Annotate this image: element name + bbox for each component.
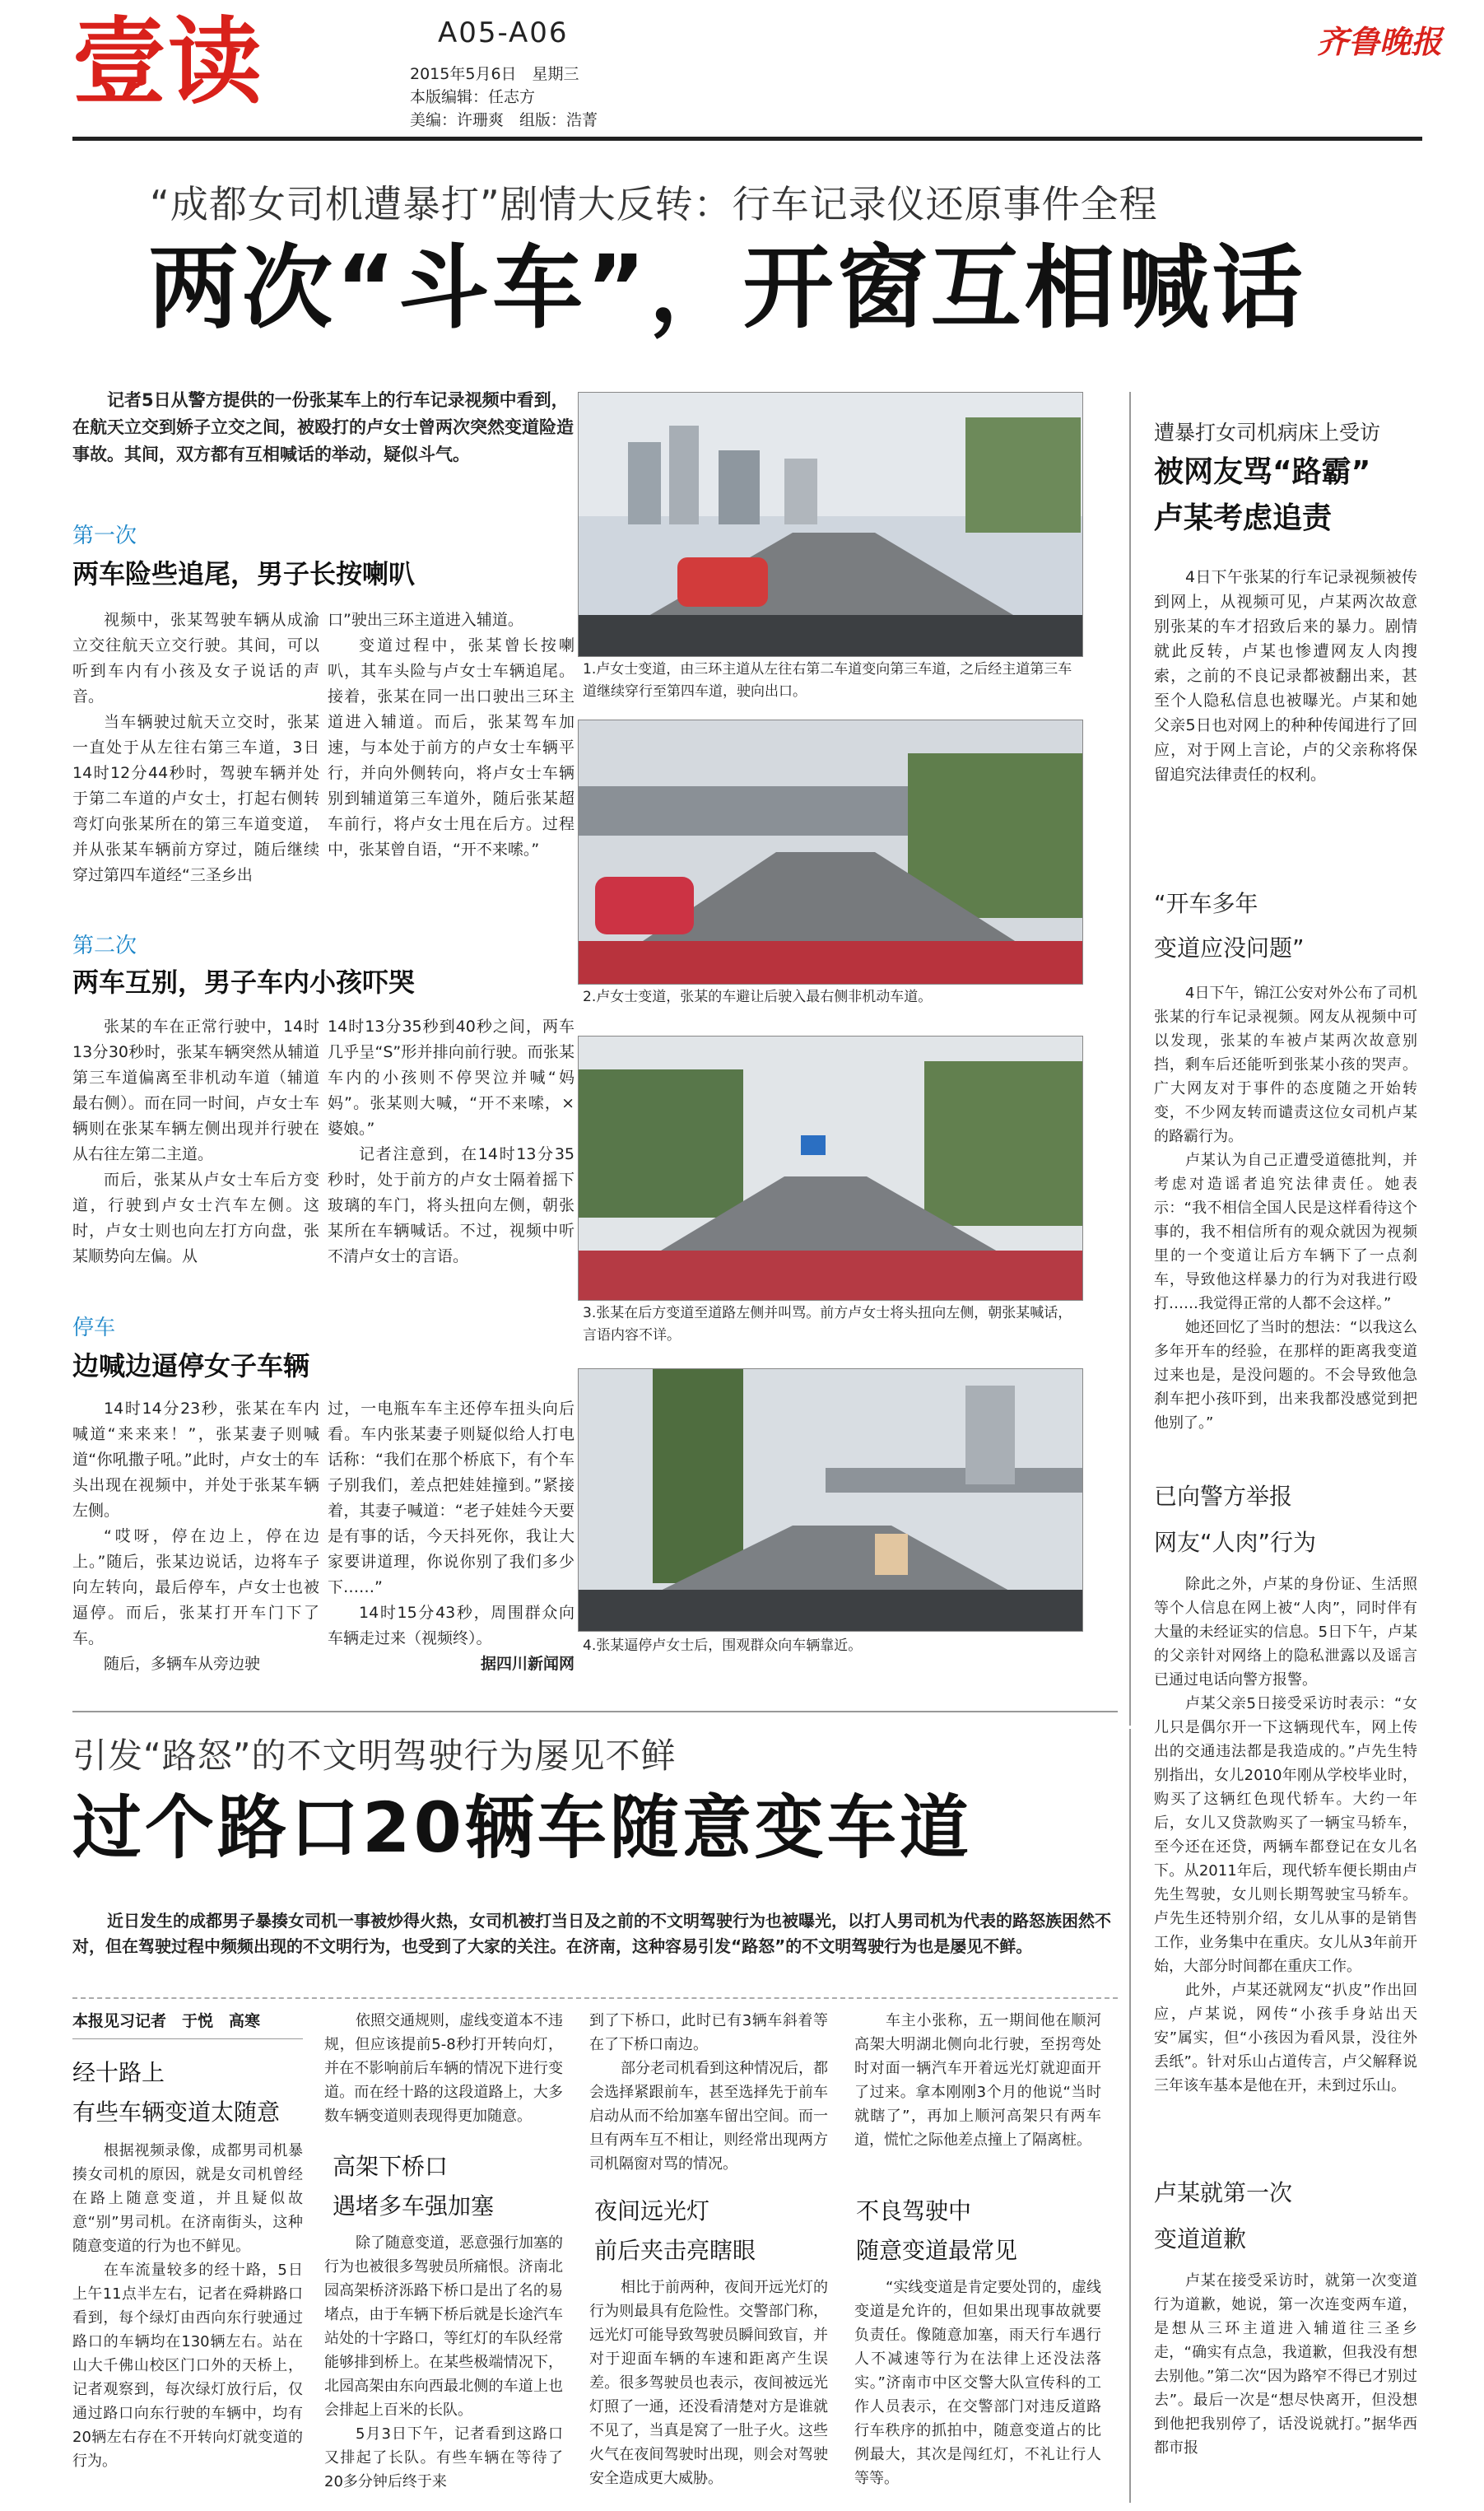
story2-col2-body1: 依照交通规则，虚线变道本不违规，但应该提前5-8秒打开转向灯，并在不影响前后车辆的情况下进行变道。而在经十路的这段道路上，大多数车辆变道则表现得更加随意。: [324, 2012, 563, 2125]
story2-col3-head1: 夜间远光灯: [594, 2197, 710, 2224]
story2-dash-rule: [72, 1997, 1118, 1999]
story2-col3-body2: 相比于前两种，夜间开远光灯的行为则最具有危险性。交警部门称，远光灯可能导致驾驶员瞬间致盲，并对于迎面车辆的车速和距离产生误差。很多驾驶员也表示，夜间被远光灯照了一通，还没看清楚对方是谁就不见了，当真是窝了一肚子火。这些火气在夜间驾驶时出现，则会对驾驶安全造成更大威胁。: [589, 2279, 828, 2487]
story2-kicker: 引发“路怒”的不文明驾驶行为屡见不鲜: [72, 1735, 677, 1776]
section-title: 壹读: [72, 7, 264, 117]
sidebar3-head1: 已向警方举报: [1154, 1483, 1293, 1510]
sidebar3-head2: 网友“人肉”行为: [1154, 1529, 1317, 1556]
sidebar2-body: 4日下午，锦江公安对外公布了司机张某的行车记录视频。网友从视频中可以发现，张某的车被卢某两次故意别挡，剩车后还能听到张某小孩的哭声。广大网友对于事件的态度随之开始转变，不少网友转而谴责这位女司机卢某的路霸行为。 卢某认为自己正遭受道德批判，并考虑对造谣者追究法律责任。她表示：“我不相信全国人民是这样看待这个事的，我不相信所有的观众就因为视频里的一个变道让后方车辆下了一点刹车，导致他这样暴力的行为对我进行殴打……我觉得正常的人都不会这样。” 她还回忆了当时的想法：“以我这么多年开车的经验，在那样的距离我变道过来也是，是没问题的。不会导致他急刹车把小孩吓到，出来我都没感觉到把他别了。”: [1154, 985, 1417, 1432]
story2-col2-body2: 除了随意变道，恶意强行加塞的行为也被很多驾驶员所痛恨。济南北园高架桥济泺路下桥口是出了名的易堵点，由于车辆下桥后就是长途汽车站处的十字路口，等红灯的车队经常能够排到桥上。在某些极端情况下，北园高架由东向西最北侧的车道上也会排起上百米的长队。 5月3日下午，记者看到这路口又排起了长队。有些车辆在等待了20多分钟后终于来: [324, 2234, 563, 2490]
section1-head: 两车险些追尾，男子长按喇叭: [72, 558, 416, 589]
story2-col4-body2: “实线变道是肯定要处罚的，虚线变道是允许的，但如果出现事故就要负责任。像随意加塞，雨天行车遇行人不减速等行为在法律上还没法落实。”济南市中区交警大队宣传科的工作人员表示，在交警部门对违反道路行车秩序的抓拍中，随意变道占的比例最大，其次是闯红灯，不礼让行人等等。: [854, 2279, 1101, 2487]
photo-2: [578, 720, 1083, 985]
story2-col2-head2: 遇堵多车强加塞: [333, 2192, 495, 2220]
section2-tag: 第二次: [72, 934, 137, 958]
page-designer: 美编：许珊爽 组版：浩菁: [410, 111, 598, 129]
section1-tag: 第一次: [72, 524, 137, 548]
photo-4: [578, 1368, 1083, 1632]
photo-4-caption: 4.张某逼停卢女士后，围观群众向车辆靠近。: [583, 1638, 863, 1654]
section3-head: 边喊边逼停女子车辆: [72, 1350, 310, 1381]
page-editor: 本版编辑：任志方: [410, 88, 536, 106]
section1-col-a: 视频中，张某驾驶车辆从成渝立交往航天立交行驶。其间，可以听到车内有小孩及女子说话的声音。 当车辆驶过航天立交时，张某一直处于从左往右第三车道，3日14时12分44秒时，驾驶车辆并处于第二车道的卢女士，打起右侧转弯灯向张某所在的第三车道变道，并从张某车辆前方穿过，随后继续穿过第四车道经“三圣乡出: [72, 611, 319, 884]
story1-kicker: “成都女司机遭暴打”剧情大反转：行车记录仪还原事件全程: [150, 182, 1158, 226]
sidebar-divider: [1129, 392, 1131, 1726]
story2-byline: 本报见习记者 于悦 高寒: [72, 2012, 261, 2030]
issue-date: 2015年5月6日 星期三: [410, 65, 579, 83]
sidebar1-pre: 遭暴打女司机病床上受访: [1154, 421, 1381, 445]
story1-source: 据四川新闻网: [480, 1655, 575, 1673]
section3-tag: 停车: [72, 1316, 116, 1340]
byline-rule: [72, 2038, 303, 2039]
story2-col1-head2: 有些车辆变道太随意: [72, 2099, 281, 2126]
section2-col-b: 14时13分35秒到40秒之间，两车几乎呈“S”形并排向前行驶。而张某车内的小孩则不停哭泣并喊“妈妈”。张某则大喊，“开不来嗦，×婆娘。” 记者注意到，在14时13分35秒时，处于前方的卢女士隔着摇下玻璃的车门，将头扭向左侧，朝张某所在车辆喊话。不过，视频中听不清卢女士的言语。: [328, 1018, 575, 1265]
section2-head: 两车互别，男子车内小孩吓哭: [72, 967, 416, 998]
sidebar4-head1: 卢某就第一次: [1154, 2179, 1293, 2206]
story2-col2-head1: 高架下桥口: [333, 2153, 449, 2180]
sidebar2-head2: 变道应没问题”: [1154, 934, 1305, 962]
story2-col4-head2: 随意变道最常见: [856, 2237, 1018, 2264]
page-range: A05-A06: [438, 16, 569, 49]
story2-col3-head2: 前后夹击亮瞎眼: [594, 2237, 756, 2264]
story1-headline: 两次“斗车”，开窗互相喊话: [148, 235, 1306, 341]
sidebar4-body: 卢某在接受采访时，就第一次变道行为道歉，她说，第一次连变两车道，是想从三环主道进入辅道往三圣乡走，“确实有点急，我道歉，但我没有想去别他。”第二次“因为路窄不得已才别过去”。最后一次是“想尽快离开，但没想到他把我别停了，话没说就打。”据华西都市报: [1154, 2272, 1417, 2457]
story2-col4-head1: 不良驾驶中: [856, 2197, 972, 2224]
story2-headline: 过个路口20辆车随意变车道: [72, 1787, 972, 1868]
sidebar-divider-lower: [1129, 1729, 1131, 2503]
story2-lead: 近日发生的成都男子暴揍女司机一事被炒得火热，女司机被打当日及之前的不文明驾驶行为也被曝光，以打人男司机为代表的路怒族困然不对，但在驾驶过程中频频出现的不文明行为，也受到了大家的关注。在济南，这种容易引发“路怒”的不文明驾驶行为也是屡见不鲜。: [72, 1911, 1111, 1956]
section2-col-a: 张某的车在正常行驶中，14时13分30秒时，张某车辆突然从辅道第三车道偏离至非机动车道（辅道最右侧）。而在同一时间，卢女士车辆则在张某车辆左侧出现并行驶在从右往左第二主道。 而后，张某从卢女士车后方变道，行驶到卢女士汽车左侧。这时，卢女士则也向左打方向盘，张某顺势向左偏。从: [72, 1018, 319, 1265]
story2-col4-body1: 车主小张称，五一期间他在顺河高架大明湖北侧向北行驶，至拐弯处时对面一辆汽车开着远光灯就迎面开了过来。拿本刚刚3个月的他说“当时就瞎了”，再加上顺河高架只有两车道，慌忙之际他差点撞上了隔离桩。: [854, 2012, 1101, 2149]
sidebar1-head1: 被网友骂“路霸”: [1154, 455, 1371, 489]
story2-col3-body1: 到了下桥口，此时已有3辆车斜着等在了下桥口南边。 部分老司机看到这种情况后，都会选择紧跟前车，甚至选择先于前车启动从而不给加塞车留出空间。而一旦有两车互不相让，则经常出现两方司机隔窗对骂的情况。: [589, 2012, 828, 2173]
masthead-meta: [410, 63, 598, 132]
photo-2-caption: 2.卢女士变道，张某的车避让后驶入最右侧非机动车道。: [583, 989, 933, 1005]
story2-col1-head1: 经十路上: [72, 2059, 165, 2086]
story1-lead: 记者5日从警方提供的一份张某车上的行车记录视频中看到，在航天立交到娇子立交之间，被殴打的卢女士曾两次突然变道险造事故。其间，双方都有互相喊话的举动，疑似斗气。: [72, 390, 574, 464]
section3-col-a: 14时14分23秒，张某在车内喊道“来来来！”，张某妻子则喊道“你吼撒子吼。”此时，卢女士的车头出现在视频中，并处于张某车辆左侧。 “哎呀，停在边上，停在边上。”随后，张某边说话，边将车子向左转向，最后停车，卢女士也被逼停。而后，张某打开车门下了车。 随后，多辆车从旁边驶: [72, 1400, 319, 1673]
section3-col-b: 过，一电瓶车车主还停车扭头向后看。车内张某妻子则疑似给人打电话称：“我们在那个桥底下，有个车子别我们，差点把娃娃撞到。”紧接着，其妻子喊道：“老子娃娃今天要是有事的话，今天抖死你，我让大家要讲道理，你说你别了我们多少下……” 14时15分43秒，周围群众向车辆走过来（视频终）。 据四川新闻网: [328, 1396, 575, 1677]
photo-3-caption: 3.张某在后方变道至道路左侧并叫骂。前方卢女士将头扭向左侧，朝张某喊话，言语内容不详。: [583, 1305, 1072, 1344]
masthead-rule: [72, 137, 1422, 141]
sidebar4-head2: 变道道歉: [1154, 2225, 1247, 2252]
newspaper-logo: 齐鲁晚报: [1317, 23, 1443, 60]
story2-col1-body: 根据视频录像，成都男司机暴揍女司机的原因，就是女司机曾经在路上随意变道，并且疑似故意“别”男司机。在济南街头，这种随意变道的行为也不鲜见。 在车流量较多的经十路，5日上午11点半左右，记者在舜耕路口看到，每个绿灯由西向东行驶通过路口的车辆均在130辆左右。站在山大千佛山校区门口外的天桥上，记者观察到，每次绿灯放行后，仅通过路口向东行驶的车辆中，均有20辆左右存在不开转向灯就变道的行为。: [72, 2142, 303, 2470]
photo-1-caption: 1.卢女士变道，由三环主道从左往右第二车道变向第三车道，之后经主道第三车道继续穿行至第四车道，驶向出口。: [583, 661, 1072, 700]
photo-3: [578, 1036, 1083, 1301]
sidebar1-body: 4日下午张某的行车记录视频被传到网上，从视频可见，卢某两次故意别张某的车才招致后来的暴力。剧情就此反转，卢某也惨遭网友人肉搜索，之前的不良记录都被翻出来，甚至个人隐私信息也被曝光。卢某和她父亲5日也对网上的种种传闻进行了回应，对于网上言论，卢的父亲称将保留追究法律责任的权利。: [1154, 568, 1417, 784]
sidebar1-head2: 卢某考虑追责: [1154, 501, 1333, 535]
sidebar3-body: 除此之外，卢某的身份证、生活照等个人信息在网上被“人肉”，同时伴有大量的未经证实的信息。5日下午，卢某的父亲针对网络上的隐私泄露以及谣言已通过电话向警方报警。 卢某父亲5日接受采访时表示：“女儿只是偶尔开一下这辆现代车，网上传出的交通违法都是我造成的。”卢先生特别指出，女儿2010年刚从学校毕业时，购买了这辆红色现代轿车。大约一年后，女儿又贷款购买了一辆宝马轿车，至今还在还贷，两辆车都登记在女儿名下。从2011年后，现代轿车便长期由卢先生驾驶，女儿则长期驾驶宝马轿车。卢先生还特别介绍，女儿从事的是销售工作，业务集中在重庆。女儿从3年前开始，大部分时间都在重庆工作。 此外，卢某还就网友“扒皮”作出回应，卢某说，网传“小孩手身站出天安”属实，但“小孩因为看风景，没往外丢纸”。针对乐山占道传言，卢父解释说三年该车基本是他在开，未到过乐山。: [1154, 1576, 1417, 2094]
story2-top-rule: [72, 1711, 1118, 1712]
photo-1: [578, 392, 1083, 657]
sidebar2-head1: “开车多年: [1154, 890, 1258, 917]
section1-col-b: 口”驶出三环主道进入辅道。 变道过程中，张某曾长按喇叭，其车头险与卢女士车辆追尾。接着，张某在同一出口驶出三环主道进入辅道。而后，张某驾车加速，与本处于前方的卢女士车辆平行，并向外侧转向，将卢女士车辆别到辅道第三车道外，随后张某超车前行，将卢女士甩在后方。过程中，张某曾自语，“开不来嗦。”: [328, 611, 575, 859]
